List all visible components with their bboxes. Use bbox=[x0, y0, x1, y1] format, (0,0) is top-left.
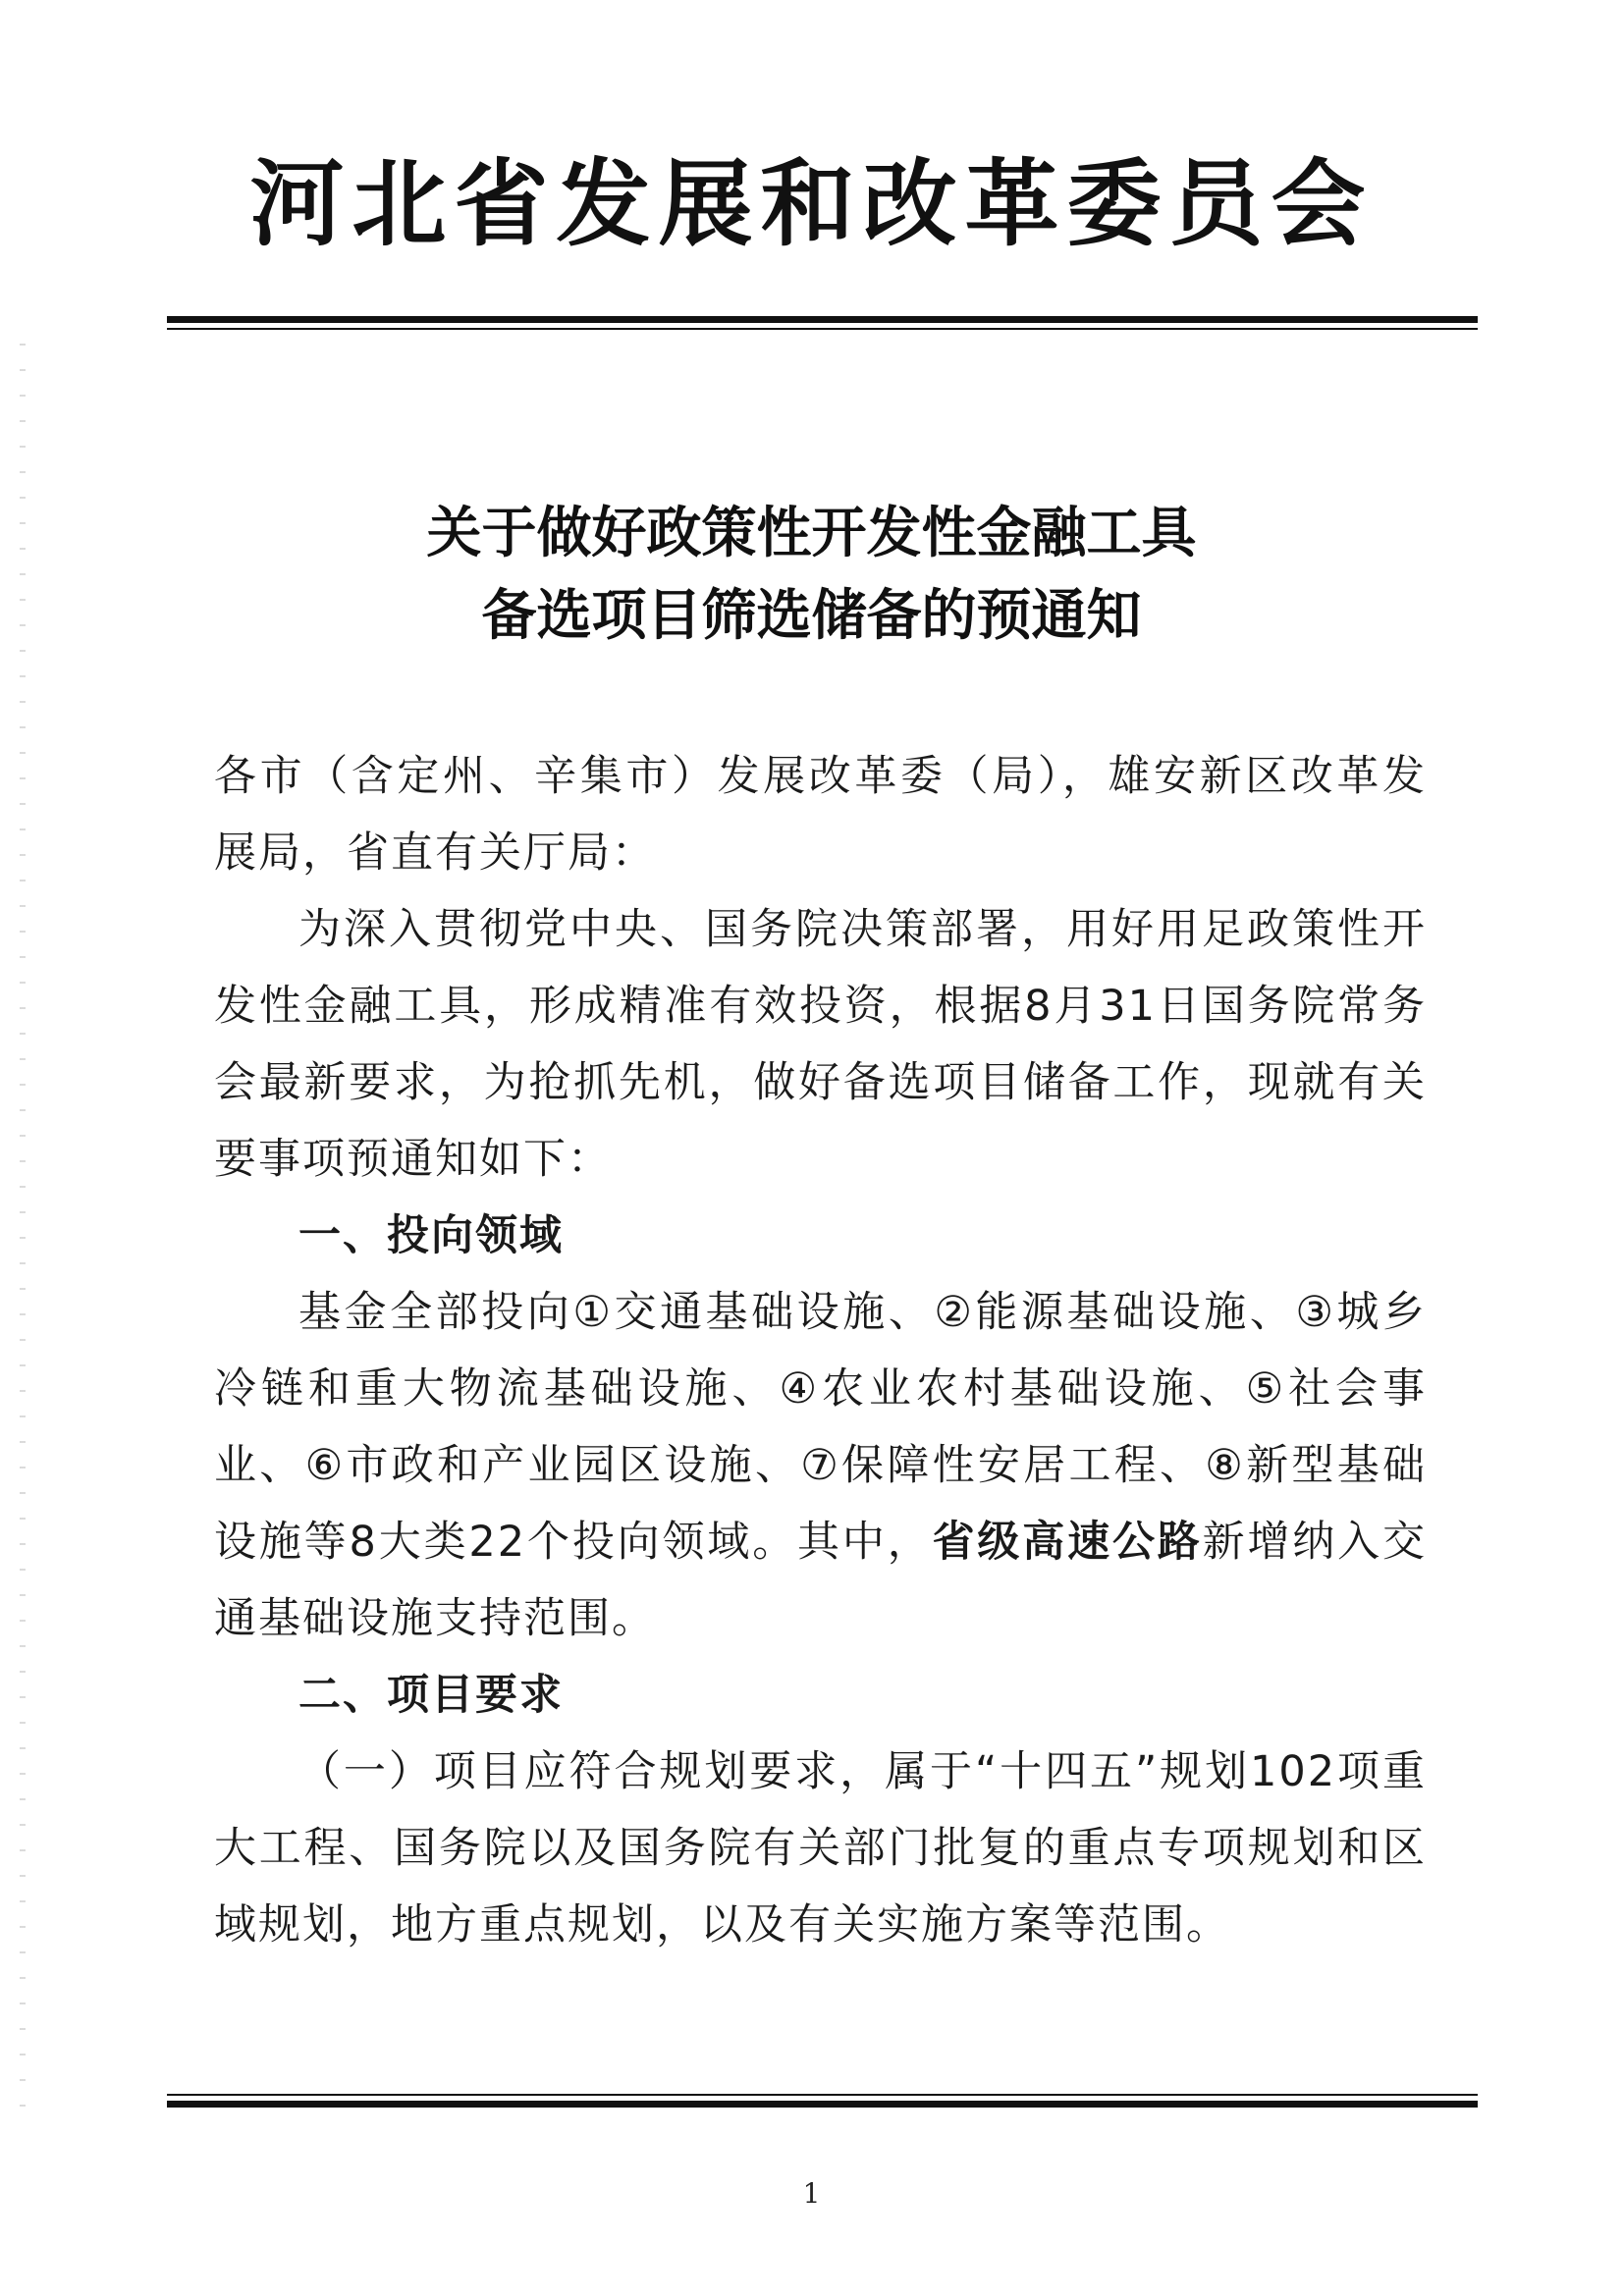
salutation: 各市（含定州、辛集市）发展改革委（局），雄安新区改革发展局，省直有关厅局： bbox=[214, 752, 1427, 878]
agency-header: 河北省发展和改革委员会 bbox=[249, 148, 1374, 259]
document-title-line-2: 备选项目筛选储备的预通知 bbox=[481, 583, 1142, 648]
footer-rule-thin bbox=[167, 2094, 1478, 2096]
intro-paragraph: 为深入贯彻党中央、国务院决策部署，用好用足政策性开发性金融工具，形成精准有效投资，根据8月31日国务院常务会最新要求，为抢抓先机，做好备选项目储备工作，现就有关要事项预通知如下： bbox=[214, 905, 1427, 1184]
header-rule-thick bbox=[167, 316, 1478, 323]
section-2-heading: 二、项目要求 bbox=[298, 1671, 564, 1720]
page-number: 1 bbox=[802, 2177, 821, 2210]
footer-rule-thick bbox=[167, 2101, 1478, 2108]
section-1-heading: 一、投向领域 bbox=[298, 1211, 564, 1260]
document-title-line-1: 关于做好政策性开发性金融工具 bbox=[426, 501, 1197, 565]
section-1-emphasis: 省级高速公路 bbox=[932, 1518, 1203, 1567]
section-1-paragraph bbox=[214, 1274, 1427, 1657]
header-rule-thin bbox=[167, 328, 1478, 330]
section-2-item-1: （一）项目应符合规划要求，属于“十四五”规划102项重大工程、国务院以及国务院有关部门批复的重点专项规划和区域规划，地方重点规划，以及有关实施方案等范围。 bbox=[214, 1747, 1427, 1949]
section-1-text-after: 新增纳入交通基础设施支持范围。 bbox=[214, 1518, 1428, 1643]
document-body bbox=[214, 738, 1427, 1963]
section-1-text-before: 基金全部投向①交通基础设施、②能源基础设施、③城乡冷链和重大物流基础设施、④农业农村基础设施、⑤社会事业、⑥市政和产业园区设施、⑦保障性安居工程、⑧新型基础设施等8大类22个投向领域。其中， bbox=[214, 1288, 1427, 1567]
